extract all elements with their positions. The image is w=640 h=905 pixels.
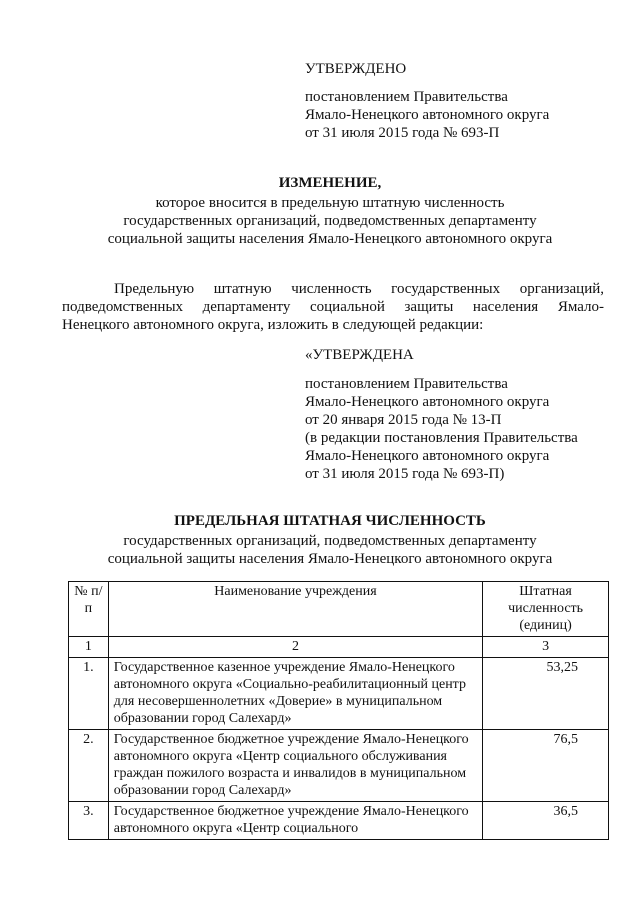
approval2-line: от 31 июля 2015 года № 693-П): [305, 466, 505, 482]
paragraph-line: Ненецкого автономного округа, изложить в следующей редакции:: [62, 317, 484, 333]
row-name: Государственное бюджетное учреждение Ямало-Ненецкого автономного округа «Центр социального обслуживания граждан пожилого возраста и инвалидов в муниципальном образовании город Салехард»: [108, 730, 482, 802]
approval2-heading: «УТВЕРЖДЕНА: [305, 347, 414, 363]
approval2-line: Ямало-Ненецкого автономного округа: [305, 394, 550, 410]
row-num: 1.: [69, 658, 109, 730]
table-header-row: [69, 582, 609, 637]
approval2-line: постановлением Правительства: [305, 376, 508, 392]
header-num: № п/п: [69, 582, 109, 637]
change-heading: ИЗМЕНЕНИЕ,: [278, 175, 382, 191]
approval2-line: (в редакции постановления Правительства: [305, 430, 578, 446]
approval-stamp-original: [305, 346, 625, 483]
approval-stamp: [305, 60, 625, 142]
index-cell: 2: [108, 637, 482, 658]
index-cell: 1: [69, 637, 109, 658]
header-name: Наименование учреждения: [108, 582, 482, 637]
table-row: [69, 802, 609, 840]
row-num: 3.: [69, 802, 109, 840]
table-row: [69, 730, 609, 802]
row-name: Государственное казенное учреждение Ямало-Ненецкого автономного округа «Социально-реабилитационный центр для несовершеннолетних «Доверие» в муниципальном образовании город Салехард»: [108, 658, 482, 730]
row-num: 2.: [69, 730, 109, 802]
approval-line: Ямало-Ненецкого автономного округа: [305, 107, 550, 123]
paragraph-line: Предельную штатную численность государственных организаций,: [114, 281, 604, 297]
change-subtitle-line: социальной защиты населения Ямало-Ненецкого автономного округа: [107, 231, 553, 247]
staff-title-block: [60, 512, 600, 568]
row-count: 36,5: [483, 802, 609, 840]
approval2-line: от 20 января 2015 года № 13-П: [305, 412, 502, 428]
staff-subtitle-line: государственных организаций, подведомственных департаменту: [123, 533, 537, 549]
staff-heading: ПРЕДЕЛЬНАЯ ШТАТНАЯ ЧИСЛЕННОСТЬ: [174, 513, 486, 529]
row-count: 76,5: [483, 730, 609, 802]
row-name: Государственное бюджетное учреждение Ямало-Ненецкого автономного округа «Центр социального: [108, 802, 482, 840]
change-subtitle-line: которое вносится в предельную штатную численность: [155, 195, 505, 211]
staff-table: [68, 581, 609, 840]
table-row: [69, 658, 609, 730]
approval-heading: УТВЕРЖДЕНО: [305, 61, 407, 77]
row-count: 53,25: [483, 658, 609, 730]
body-paragraph: [62, 280, 604, 334]
table-index-row: [69, 637, 609, 658]
approval2-line: Ямало-Ненецкого автономного округа: [305, 448, 550, 464]
approval-line: от 31 июля 2015 года № 693-П: [305, 125, 500, 141]
change-title-block: [60, 174, 600, 248]
change-subtitle-line: государственных организаций, подведомственных департаменту: [123, 213, 537, 229]
index-cell: 3: [483, 637, 609, 658]
header-count: Штатная численность (единиц): [483, 582, 609, 637]
staff-subtitle-line: социальной защиты населения Ямало-Ненецкого автономного округа: [107, 551, 553, 567]
approval-line: постановлением Правительства: [305, 89, 508, 105]
paragraph-line: подведомственных департаменту социальной защиты населения Ямало-: [62, 299, 604, 315]
